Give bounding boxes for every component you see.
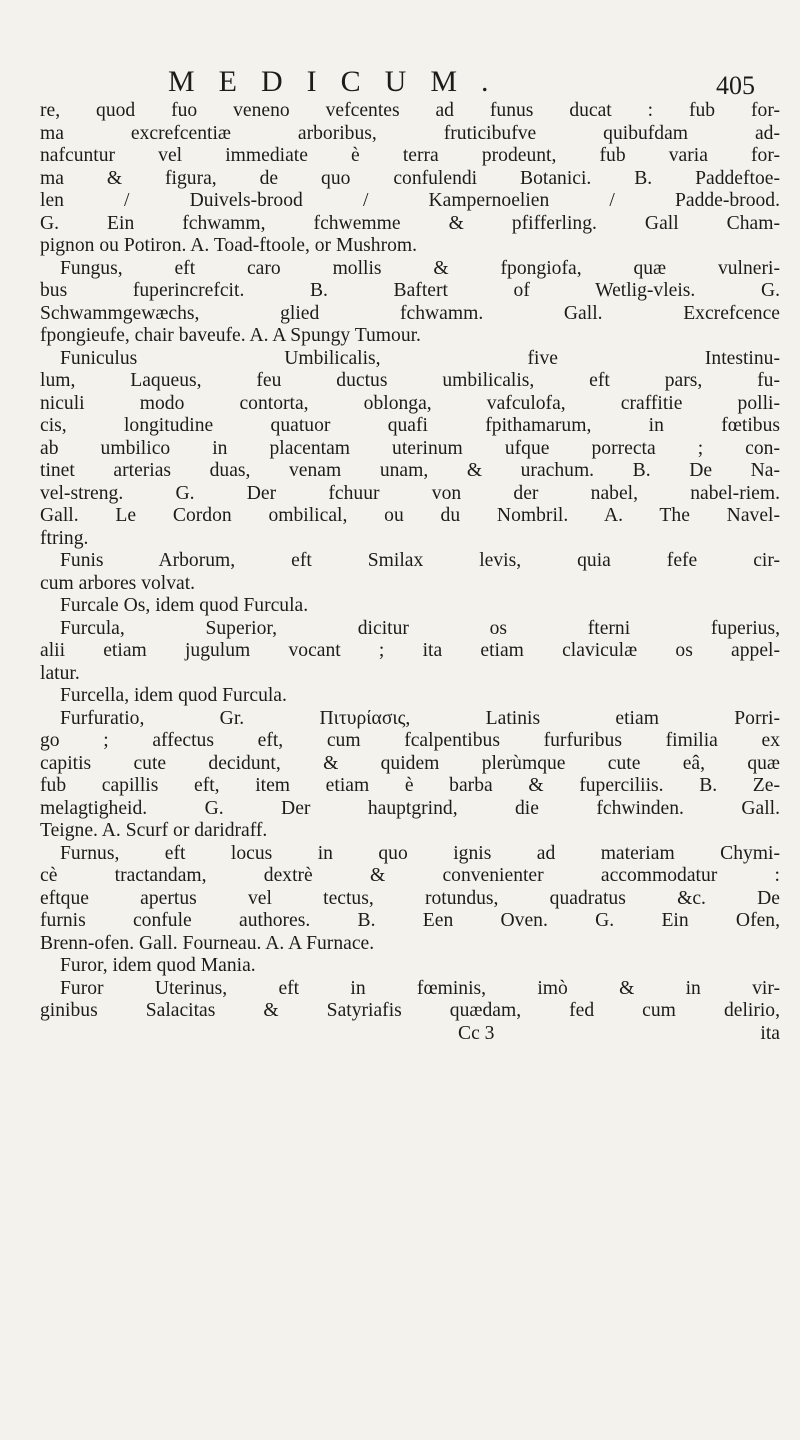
text-line: latur. (40, 662, 80, 684)
entry-furfuratio (40, 708, 780, 843)
text-line: go ; affectus eft, cum fcalpentibus furfuribus fimilia ex (40, 730, 780, 751)
text-line: furnis confule authores. B. Een Oven. G. Ein Ofen, (40, 910, 780, 931)
text-line: vel-streng. G. Der fchuur von der nabel, nabel-riem. (40, 482, 780, 504)
text-line: eftque apertus vel tectus, rotundus, quadratus &c. De (40, 887, 780, 909)
dictionary-text (40, 100, 780, 1045)
signature-mark: Cc 3 (458, 1022, 495, 1044)
text-line: Gall. Le Cordon ombilical, ou du Nombril. A. The Navel- (40, 505, 780, 526)
text-line: melagtigheid. G. Der hauptgrind, die fchwinden. Gall. (40, 797, 780, 819)
text-line: niculi modo contorta, oblonga, vafculofa, craffitie polli- (40, 392, 780, 414)
text-line: ginibus Salacitas & Satyriafis quædam, fed cum delirio, (40, 1000, 780, 1021)
text-line: Brenn-ofen. Gall. Fourneau. A. A Furnace. (40, 932, 375, 954)
text-line: Teigne. A. Scurf or daridraff. (40, 820, 268, 841)
text-line: Furcula, Superior, dicitur os fterni fuperius, (60, 617, 780, 639)
text-line: tinet arterias duas, venam unam, & urachum. B. De Na- (40, 460, 780, 481)
text-line: len / Duivels-brood / Kampernoelien / Padde-brood. (40, 190, 780, 211)
entry-furnus (40, 843, 780, 956)
text-line: cis, longitudine quatuor quafi fpithamarum, in fœtibus (40, 415, 780, 436)
text-line: cè tractandam, dextrè & convenienter accommodatur : (40, 865, 780, 886)
text-line: Furnus, eft locus in quo ignis ad materiam Chymi- (60, 842, 780, 864)
text-line: bus fuperincrefcit. B. Baftert of Wetlig-vleis. G. (40, 280, 780, 301)
text-line: alii etiam jugulum vocant ; ita etiam claviculæ os appel- (40, 640, 780, 661)
entry-furcula-superior (40, 618, 780, 686)
entry-funis-arborum (40, 550, 780, 595)
text-line: re, quod fuo veneno vefcentes ad funus ducat : fub for- (40, 100, 780, 121)
text-line: capitis cute decidunt, & quidem plerùmque cute eâ, quæ (40, 752, 780, 774)
text-line: ma & figura, de quo confulendi Botanici. B. Paddeftoe- (40, 167, 780, 189)
text-line: cum arbores volvat. (40, 572, 196, 594)
page-number: 405 (716, 71, 755, 100)
running-head: MEDICUM. (168, 65, 513, 98)
text-line: Funiculus Umbilicalis, five Intestinu- (60, 347, 780, 369)
text-line: Furcale Os, idem quod Furcula. (60, 595, 309, 616)
page-footer (40, 1023, 780, 1046)
entry-furcella (40, 685, 780, 708)
text-line: Furor Uterinus, eft in fœminis, imò & in vir- (60, 977, 780, 999)
text-line: Furor, idem quod Mania. (60, 955, 256, 976)
text-line: Schwammgewæchs, glied fchwamm. Gall. Excrefcence (40, 302, 780, 324)
text-line: Furcella, idem quod Furcula. (60, 685, 287, 706)
text-line: fpongieufe, chair baveufe. A. A Spungy Tumour. (40, 325, 421, 346)
text-line: Fungus, eft caro mollis & fpongiofa, quæ vulneri- (60, 257, 780, 279)
entry-funiculus-umbilicalis (40, 348, 780, 551)
text-line: fub capillis eft, item etiam è barba & fuperciliis. B. Ze- (40, 775, 780, 796)
text-line: nafcuntur vel immediate è terra prodeunt, fub varia for- (40, 145, 780, 166)
text-line: Furfuratio, Gr. Πιτυρίασις, Latinis etiam Porri- (60, 707, 780, 729)
text-line: Funis Arborum, eft Smilax levis, quia fefe cir- (60, 550, 780, 571)
text-line: pignon ou Potiron. A. Toad-ftoole, or Mushrom. (40, 235, 418, 256)
text-line: ab umbilico in placentam uterinum ufque porrecta ; con- (40, 437, 780, 459)
catchword: ita (760, 1022, 780, 1044)
entry-continuation (40, 100, 780, 258)
text-line: G. Ein fchwamm, fchwemme & pfifferling. Gall Cham- (40, 212, 780, 234)
entry-furcale-os (40, 595, 780, 618)
text-line: lum, Laqueus, feu ductus umbilicalis, eft pars, fu- (40, 370, 780, 391)
text-line: ma excrefcentiæ arboribus, fruticibufve quibufdam ad- (40, 122, 780, 144)
entry-furor (40, 955, 780, 978)
text-line: ftring. (40, 527, 89, 549)
entry-furor-uterinus (40, 978, 780, 1023)
page-header (0, 62, 800, 102)
entry-fungus (40, 258, 780, 348)
